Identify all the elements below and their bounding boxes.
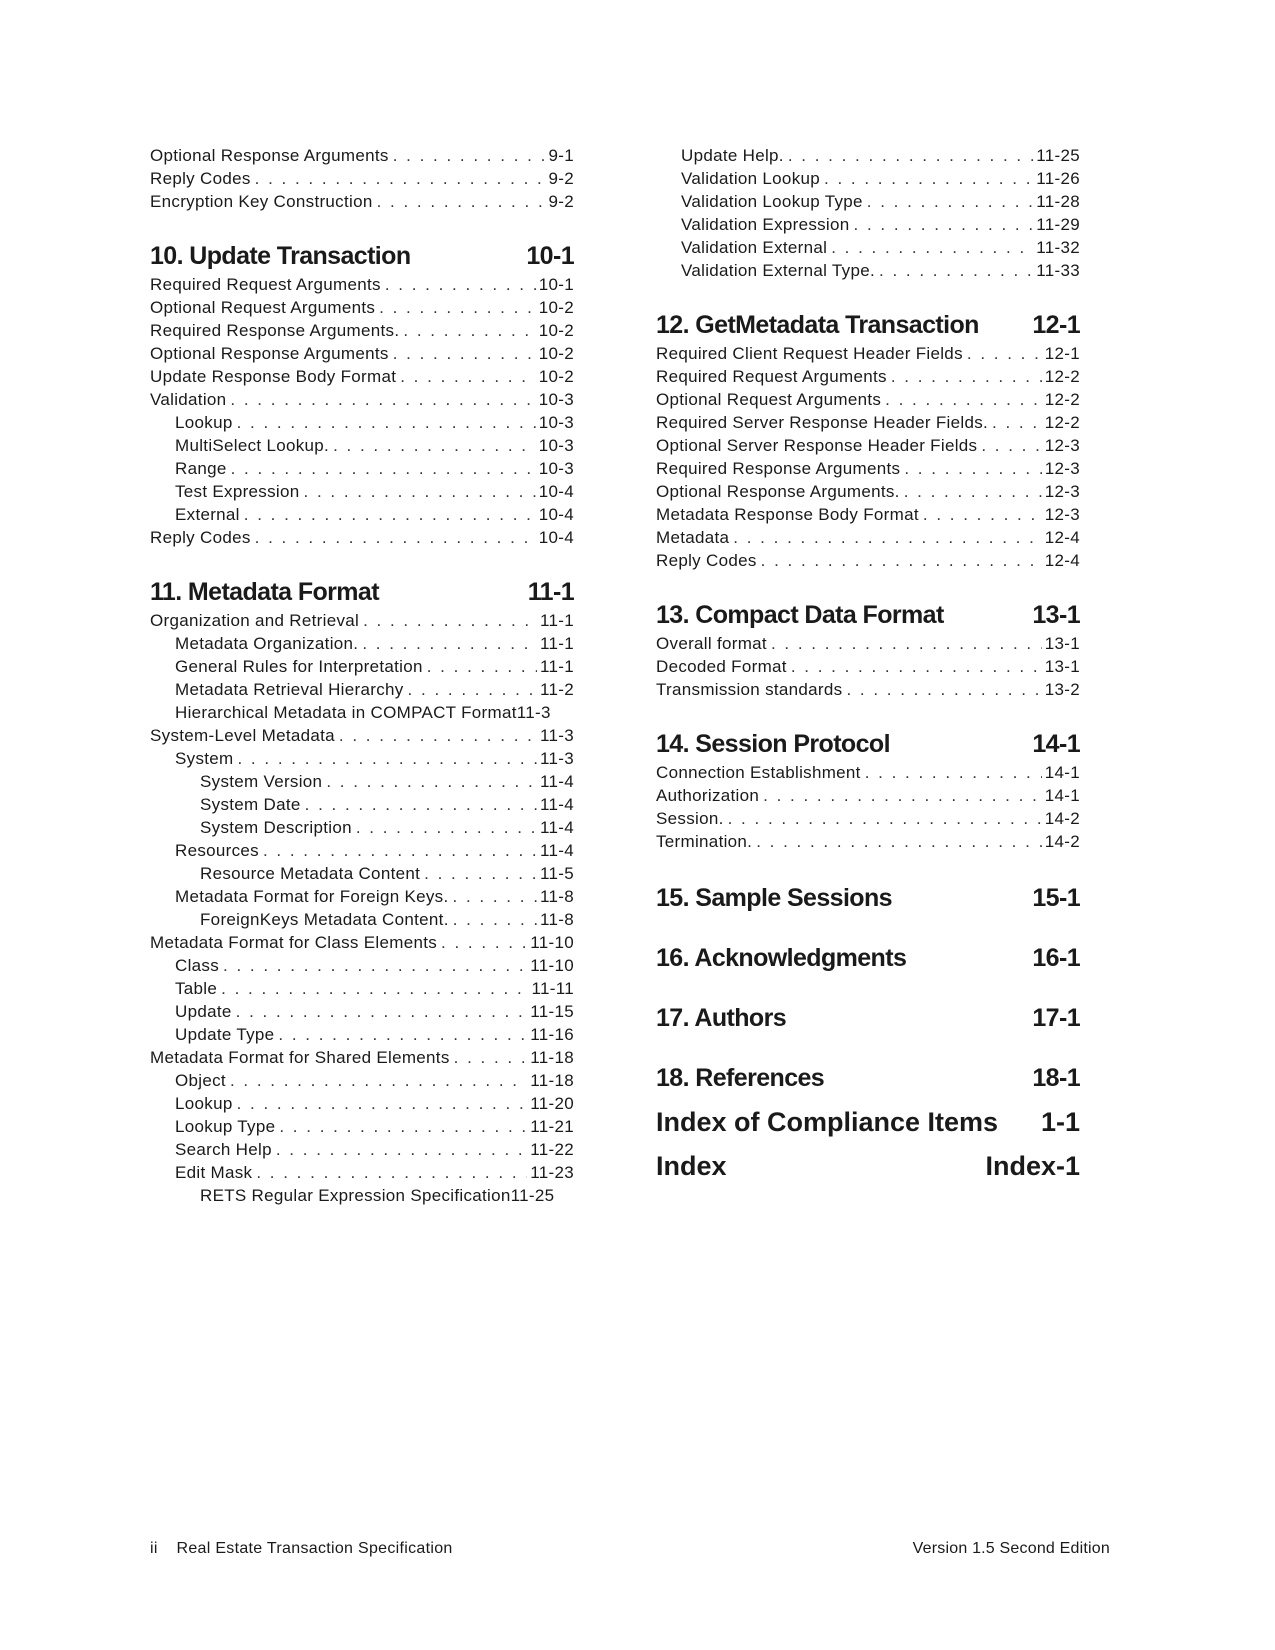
footer-version: Version 1.5 Second Edition bbox=[912, 1540, 1110, 1557]
toc-entry[interactable]: External . . . 10-4 bbox=[150, 503, 574, 526]
toc-entry[interactable]: Required Response Arguments. . . . 10-2 bbox=[150, 319, 574, 342]
section-heading-18[interactable]: 18. References 18-1 bbox=[656, 1064, 1080, 1092]
toc-entry[interactable]: Lookup . . . 10-3 bbox=[150, 411, 574, 434]
toc-entry[interactable]: Resources . . . 11-4 bbox=[150, 839, 574, 862]
toc-entry[interactable]: System Description . . . 11-4 bbox=[150, 816, 574, 839]
toc-entry[interactable]: Validation Lookup . . . 11-26 bbox=[656, 167, 1080, 190]
toc-entry[interactable]: Metadata Organization. . . . 11-1 bbox=[150, 632, 574, 655]
footer-left bbox=[150, 1540, 453, 1558]
toc-entry[interactable]: Required Response Arguments . . . 12-3 bbox=[656, 457, 1080, 480]
toc-entry[interactable]: Metadata Format for Class Elements . . . 11-10 bbox=[150, 931, 574, 954]
toc-entry[interactable]: Optional Request Arguments . . . 12-2 bbox=[656, 388, 1080, 411]
section-heading-12[interactable]: 12. GetMetadata Transaction 12-1 bbox=[656, 311, 1080, 339]
toc-entry[interactable]: Metadata Format for Shared Elements . . . 11-18 bbox=[150, 1046, 574, 1069]
toc-entry[interactable]: Edit Mask . . . 11-23 bbox=[150, 1161, 574, 1184]
toc-entry[interactable]: Test Expression . . . 10-4 bbox=[150, 480, 574, 503]
toc-entry[interactable]: Object . . . 11-18 bbox=[150, 1069, 574, 1092]
toc-entry[interactable]: Validation . . . 10-3 bbox=[150, 388, 574, 411]
toc-entry[interactable]: Update . . . 11-15 bbox=[150, 1000, 574, 1023]
toc-entry[interactable]: Validation Lookup Type . . . 11-28 bbox=[656, 190, 1080, 213]
section-heading-10[interactable]: 10. Update Transaction 10-1 bbox=[150, 242, 574, 270]
toc-entry[interactable]: ForeignKeys Metadata Content. . . . 11-8 bbox=[150, 908, 574, 931]
toc-right-column bbox=[656, 144, 1080, 1183]
toc-entry[interactable]: Overall format . . . 13-1 bbox=[656, 632, 1080, 655]
toc-entry[interactable]: Lookup Type . . . 11-21 bbox=[150, 1115, 574, 1138]
toc-entry[interactable]: System Date . . . 11-4 bbox=[150, 793, 574, 816]
toc-entry[interactable]: Reply Codes . . . 10-4 bbox=[150, 526, 574, 549]
toc-left-column bbox=[150, 144, 574, 1207]
section-heading-16[interactable]: 16. Acknowledgments 16-1 bbox=[656, 944, 1080, 972]
section-heading-17[interactable]: 17. Authors 17-1 bbox=[656, 1004, 1080, 1032]
toc-entry[interactable]: Update Type . . . 11-16 bbox=[150, 1023, 574, 1046]
footer-page-number: ii bbox=[150, 1540, 158, 1557]
toc-entry[interactable]: Optional Server Response Header Fields . . . 12-3 bbox=[656, 434, 1080, 457]
toc-entry[interactable]: Decoded Format . . . 13-1 bbox=[656, 655, 1080, 678]
toc-entry[interactable]: Metadata Response Body Format . . . 12-3 bbox=[656, 503, 1080, 526]
section-heading-11[interactable]: 11. Metadata Format 11-1 bbox=[150, 578, 574, 606]
toc-entry[interactable]: Range . . . 10-3 bbox=[150, 457, 574, 480]
toc-entry[interactable]: RETS Regular Expression Specification 11-25 bbox=[200, 1186, 555, 1205]
section-heading-14[interactable]: 14. Session Protocol 14-1 bbox=[656, 730, 1080, 758]
toc-entry[interactable]: System-Level Metadata . . . 11-3 bbox=[150, 724, 574, 747]
toc-entry[interactable]: Metadata Format for Foreign Keys. . . . 11-8 bbox=[150, 885, 574, 908]
toc-entry[interactable]: Table . . . 11-11 bbox=[150, 977, 574, 1000]
toc-entry[interactable]: Session. . . . 14-2 bbox=[656, 807, 1080, 830]
toc-entry[interactable]: Optional Response Arguments. . . . 12-3 bbox=[656, 480, 1080, 503]
toc-entry[interactable]: Validation Expression . . . 11-29 bbox=[656, 213, 1080, 236]
toc-entry[interactable]: Encryption Key Construction . . . 9-2 bbox=[150, 190, 574, 213]
toc-entry[interactable]: Transmission standards . . . 13-2 bbox=[656, 678, 1080, 701]
toc-entry[interactable]: Metadata . . . 12-4 bbox=[656, 526, 1080, 549]
toc-entry[interactable]: Connection Establishment . . . 14-1 bbox=[656, 761, 1080, 784]
toc-entry[interactable]: Optional Request Arguments . . . 10-2 bbox=[150, 296, 574, 319]
toc-entry[interactable]: Required Server Response Header Fields. . . . 12-2 bbox=[656, 411, 1080, 434]
toc-entry[interactable]: Required Client Request Header Fields . . . 12-1 bbox=[656, 342, 1080, 365]
toc-entry[interactable]: Class . . . 11-10 bbox=[150, 954, 574, 977]
toc-entry[interactable]: Hierarchical Metadata in COMPACT Format 11-3 bbox=[175, 703, 551, 722]
toc-entry[interactable]: General Rules for Interpretation . . . 11-1 bbox=[150, 655, 574, 678]
toc-entry[interactable]: Optional Response Arguments . . . 10-2 bbox=[150, 342, 574, 365]
toc-entry[interactable]: Lookup . . . 11-20 bbox=[150, 1092, 574, 1115]
toc-entry[interactable]: Validation External . . . 11-32 bbox=[656, 236, 1080, 259]
toc-entry[interactable]: Termination. . . . 14-2 bbox=[656, 830, 1080, 853]
toc-entry[interactable]: Validation External Type. . . . 11-33 bbox=[656, 259, 1080, 282]
toc-entry[interactable]: Metadata Retrieval Hierarchy . . . 11-2 bbox=[150, 678, 574, 701]
toc-entry[interactable]: Resource Metadata Content . . . 11-5 bbox=[150, 862, 574, 885]
toc-entry[interactable]: MultiSelect Lookup. . . . 10-3 bbox=[150, 434, 574, 457]
section-heading-15[interactable]: 15. Sample Sessions 15-1 bbox=[656, 884, 1080, 912]
compliance-index-heading[interactable]: Index of Compliance Items 1-1 bbox=[656, 1107, 1080, 1137]
toc-entry[interactable]: Update Help. . . . 11-25 bbox=[656, 144, 1080, 167]
toc-entry[interactable]: Search Help . . . 11-22 bbox=[150, 1138, 574, 1161]
index-heading[interactable]: Index Index-1 bbox=[656, 1151, 1080, 1181]
toc-entry[interactable]: Reply Codes . . . 9-2 bbox=[150, 167, 574, 190]
toc-entry[interactable]: Reply Codes . . . 12-4 bbox=[656, 549, 1080, 572]
toc-entry[interactable]: Organization and Retrieval . . . 11-1 bbox=[150, 609, 574, 632]
toc-entry[interactable]: Required Request Arguments . . . 10-1 bbox=[150, 273, 574, 296]
section-heading-13[interactable]: 13. Compact Data Format 13-1 bbox=[656, 601, 1080, 629]
toc-entry[interactable]: Authorization . . . 14-1 bbox=[656, 784, 1080, 807]
toc-entry[interactable]: System . . . 11-3 bbox=[150, 747, 574, 770]
footer-doc-title: Real Estate Transaction Specification bbox=[176, 1540, 453, 1557]
toc-entry[interactable]: Required Request Arguments . . . 12-2 bbox=[656, 365, 1080, 388]
toc-entry[interactable]: System Version . . . 11-4 bbox=[150, 770, 574, 793]
toc-entry[interactable]: Optional Response Arguments . . . 9-1 bbox=[150, 144, 574, 167]
toc-entry[interactable]: Update Response Body Format . . . 10-2 bbox=[150, 365, 574, 388]
